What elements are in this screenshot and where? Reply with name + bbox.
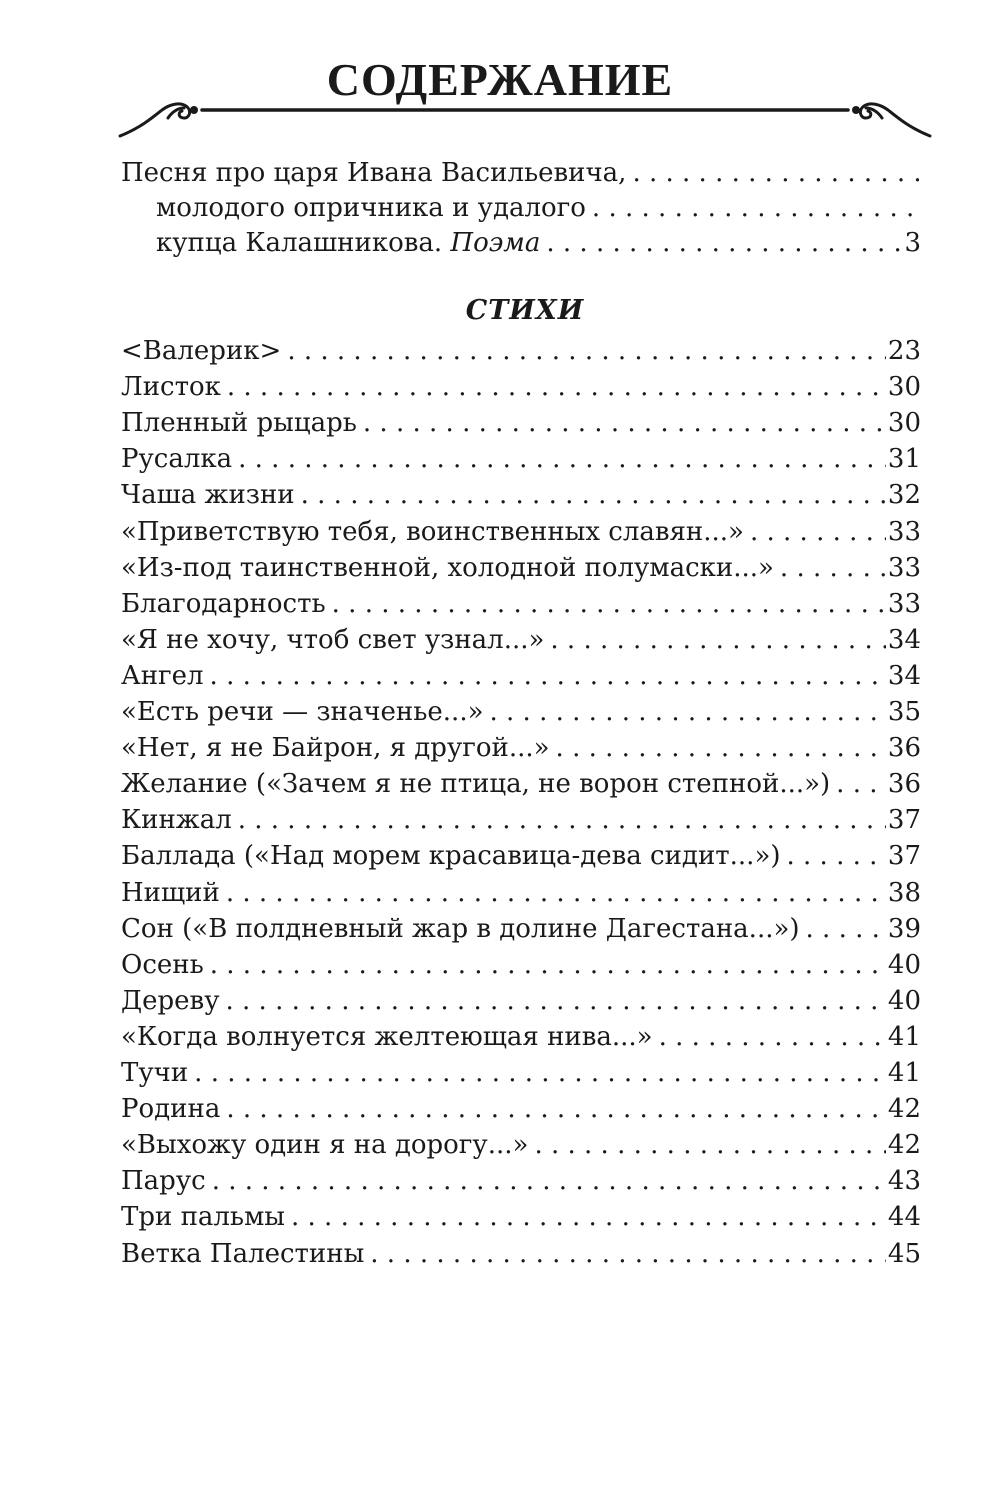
dot-leader bbox=[750, 514, 886, 550]
toc-entry[interactable] bbox=[121, 947, 921, 983]
toc-entry[interactable] bbox=[121, 1055, 921, 1091]
toc-entry-title: Родина bbox=[121, 1094, 221, 1124]
toc-entry[interactable] bbox=[121, 477, 921, 513]
dot-leader bbox=[534, 1127, 885, 1163]
toc-entry[interactable] bbox=[121, 622, 921, 658]
page-number: 45 bbox=[887, 1239, 921, 1269]
page-number: 36 bbox=[887, 733, 921, 763]
page-number: 3 bbox=[904, 228, 921, 258]
toc-entry-title: «Есть речи — значенье...» bbox=[121, 697, 484, 727]
toc-entry-title: Благодарность bbox=[121, 589, 326, 619]
dot-leader bbox=[556, 730, 886, 766]
dot-leader bbox=[363, 405, 886, 441]
toc-entry-title: «Выхожу один я на дорогу...» bbox=[121, 1130, 529, 1160]
dot-leader bbox=[226, 875, 886, 911]
page-number: 39 bbox=[887, 914, 921, 944]
toc-entry[interactable] bbox=[121, 1163, 921, 1199]
section-title: СТИХИ bbox=[465, 295, 585, 326]
dot-leader bbox=[226, 983, 886, 1019]
page-number: 42 bbox=[887, 1094, 921, 1124]
toc-entry[interactable] bbox=[121, 730, 921, 766]
toc-entry[interactable] bbox=[121, 1199, 921, 1235]
toc-entry-title: Листок bbox=[121, 372, 221, 402]
toc-entry-title: Кинжал bbox=[121, 805, 232, 835]
page-number: 30 bbox=[887, 372, 921, 402]
page-number: 33 bbox=[887, 553, 921, 583]
dot-leader bbox=[490, 694, 886, 730]
toc-entry-title: Парус bbox=[121, 1166, 206, 1196]
page-number: 37 bbox=[887, 841, 921, 871]
page-number: 37 bbox=[887, 805, 921, 835]
toc-entry-poem-line-3[interactable] bbox=[156, 225, 921, 261]
toc-entry[interactable] bbox=[121, 838, 921, 874]
toc-entry[interactable] bbox=[121, 586, 921, 622]
dot-leader bbox=[332, 586, 886, 622]
toc-entry-poem-line-2[interactable] bbox=[156, 190, 921, 226]
dot-leader bbox=[550, 622, 886, 658]
page-number: 33 bbox=[887, 589, 921, 619]
page-number: 30 bbox=[887, 408, 921, 438]
dot-leader bbox=[546, 225, 902, 261]
toc-entry[interactable] bbox=[121, 802, 921, 838]
dot-leader bbox=[238, 802, 886, 838]
page-number: 31 bbox=[887, 444, 921, 474]
dot-leader bbox=[787, 838, 886, 874]
toc-entry[interactable] bbox=[121, 983, 921, 1019]
dot-leader bbox=[194, 1055, 886, 1091]
toc-entry-poem-line-1[interactable] bbox=[121, 155, 921, 191]
toc-entry[interactable] bbox=[121, 514, 921, 550]
page-title: СОДЕРЖАНИЕ bbox=[326, 54, 674, 105]
page-number: 38 bbox=[887, 878, 921, 908]
page-number: 35 bbox=[887, 697, 921, 727]
toc-entry-title: «Нет, я не Байрон, я другой...» bbox=[121, 733, 550, 763]
page-number: 36 bbox=[887, 769, 921, 799]
page-number: 41 bbox=[887, 1058, 921, 1088]
dot-leader bbox=[291, 1199, 886, 1235]
toc-entry-title: Дереву bbox=[121, 986, 220, 1016]
toc-entry-title: «Из-под таинственной, холодной полумаски...» bbox=[121, 553, 774, 583]
toc-entry-title: «Я не хочу, чтоб свет узнал...» bbox=[121, 625, 545, 655]
toc-entry-title: молодого опричника и удалого bbox=[156, 193, 586, 223]
toc-entry[interactable] bbox=[121, 875, 921, 911]
dot-leader bbox=[659, 1019, 886, 1055]
dot-leader bbox=[370, 1236, 886, 1272]
toc-entry-title: Желание («Зачем я не птица, не ворон степной...») bbox=[121, 769, 831, 799]
page-number: 33 bbox=[887, 517, 921, 547]
page-number: 23 bbox=[887, 336, 921, 366]
toc-entry-title: Тучи bbox=[121, 1058, 189, 1088]
dot-leader bbox=[212, 1163, 886, 1199]
toc-entry[interactable] bbox=[121, 333, 921, 369]
toc-entry[interactable] bbox=[121, 1091, 921, 1127]
toc-entry-title: «Когда волнуется желтеющая нива...» bbox=[121, 1022, 653, 1052]
dot-leader bbox=[210, 658, 886, 694]
toc-entry[interactable] bbox=[121, 658, 921, 694]
toc-entry-title: Нищий bbox=[121, 878, 220, 908]
toc-entry[interactable] bbox=[121, 441, 921, 477]
dot-leader bbox=[836, 766, 886, 802]
toc-entry[interactable] bbox=[121, 1127, 921, 1163]
page-number: 41 bbox=[887, 1022, 921, 1052]
page-number: 32 bbox=[887, 480, 921, 510]
dot-leader bbox=[592, 190, 919, 226]
toc-entry-title: Чаша жизни bbox=[121, 480, 295, 510]
dot-leader bbox=[780, 550, 886, 586]
toc-entry[interactable] bbox=[121, 405, 921, 441]
toc-entry[interactable] bbox=[121, 1236, 921, 1272]
page-number: 44 bbox=[887, 1202, 921, 1232]
dot-leader bbox=[301, 477, 886, 513]
toc-entry-title: Ветка Палестины bbox=[121, 1239, 365, 1269]
page-number: 43 bbox=[887, 1166, 921, 1196]
toc-entry-title: «Приветствую тебя, воинственных славян...» bbox=[121, 517, 744, 547]
dot-leader bbox=[227, 369, 886, 405]
dot-leader bbox=[238, 441, 886, 477]
toc-entry[interactable] bbox=[121, 550, 921, 586]
toc-entry-title: Осень bbox=[121, 950, 204, 980]
toc-entry-title: Ангел bbox=[121, 661, 204, 691]
toc-entry[interactable] bbox=[121, 911, 921, 947]
dot-leader bbox=[632, 155, 919, 191]
toc-entry[interactable] bbox=[121, 694, 921, 730]
page-number: 40 bbox=[887, 986, 921, 1016]
toc-entry-title: Русалка bbox=[121, 444, 233, 474]
toc-entry-title: Сон («В полдневный жар в долине Дагестана...») bbox=[121, 914, 800, 944]
genre-label: Поэма bbox=[450, 228, 541, 258]
page-number: 42 bbox=[887, 1130, 921, 1160]
toc-entry[interactable] bbox=[121, 1019, 921, 1055]
title-ornament-divider bbox=[110, 88, 940, 148]
dot-leader bbox=[806, 911, 886, 947]
page-number: 34 bbox=[887, 661, 921, 691]
toc-entry-title: Баллада («Над морем красавица-дева сидит...») bbox=[121, 841, 781, 871]
toc-entry-title: <Валерик> bbox=[121, 336, 282, 366]
page-number: 34 bbox=[887, 625, 921, 655]
dot-leader bbox=[226, 1091, 886, 1127]
toc-entry-title: Песня про царя Ивана Васильевича, bbox=[121, 158, 627, 188]
toc-entry-title: Три пальмы bbox=[121, 1202, 285, 1232]
page-number: 40 bbox=[887, 950, 921, 980]
toc-entry[interactable] bbox=[121, 369, 921, 405]
toc-entry[interactable] bbox=[121, 766, 921, 802]
toc-entry-title: Пленный рыцарь bbox=[121, 408, 357, 438]
toc-entry-title: купца Калашникова. Поэма bbox=[156, 228, 541, 258]
dot-leader bbox=[210, 947, 886, 983]
dot-leader bbox=[287, 333, 886, 369]
